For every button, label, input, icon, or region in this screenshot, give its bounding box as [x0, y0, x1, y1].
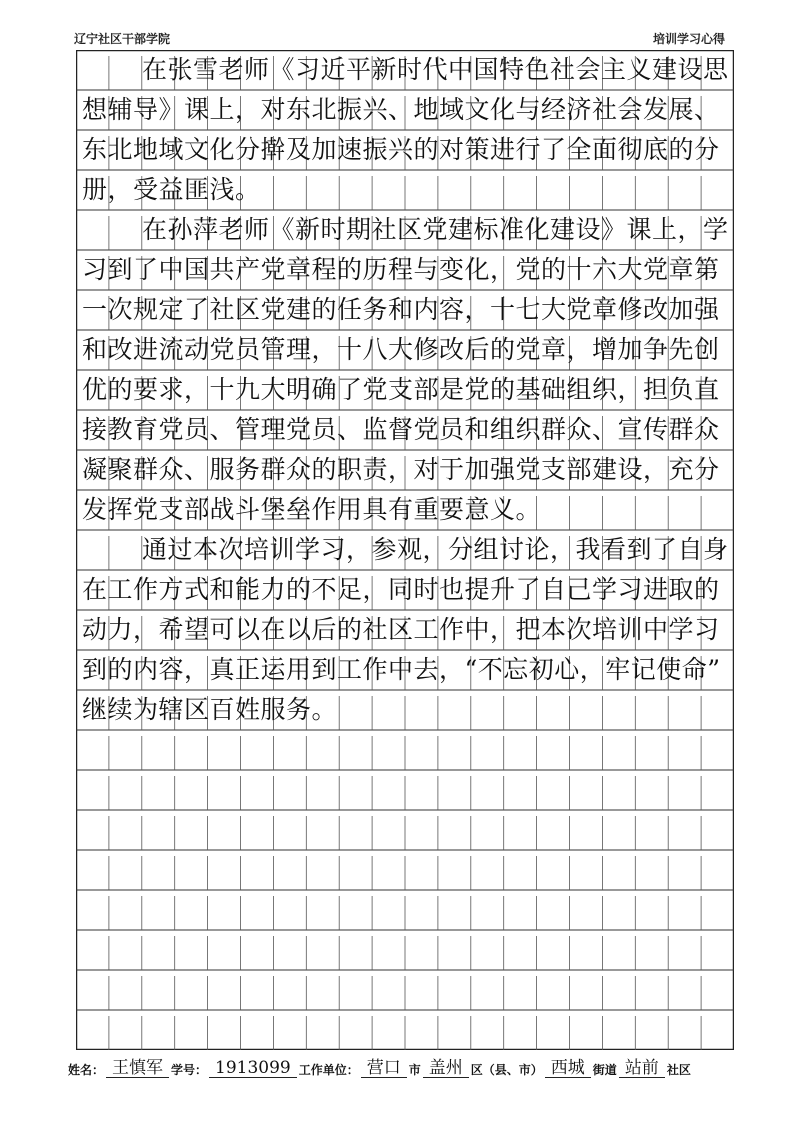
- text-line-content: 继续为辖区百姓服务。: [82, 695, 338, 724]
- text-line: [76, 930, 734, 970]
- text-line: [76, 650, 734, 690]
- text-line: [76, 210, 734, 250]
- text-line: [76, 610, 734, 650]
- text-line: [76, 250, 734, 290]
- text-line: [76, 730, 734, 770]
- text-line-content: 到的内容，真正运用到工作中去，“不忘初心，牢记使命”: [82, 655, 721, 684]
- text-line-content: 习到了中国共产党章程的历程与变化，党的十六大党章第: [82, 255, 720, 284]
- street-label: 街道: [592, 1063, 617, 1077]
- unit-label: 工作单位：: [298, 1063, 359, 1077]
- text-line: [76, 490, 734, 530]
- manuscript-grid: [76, 50, 734, 1050]
- name-label: 姓名：: [68, 1063, 105, 1077]
- text-line: [76, 850, 734, 890]
- text-line: [76, 130, 734, 170]
- text-line: [76, 570, 734, 610]
- text-line: [76, 450, 734, 490]
- text-line: [76, 810, 734, 850]
- id-value: 1913099: [209, 1059, 297, 1078]
- text-line: [76, 530, 734, 570]
- text-line: [76, 1010, 734, 1050]
- student-info-footer: [68, 1052, 748, 1078]
- text-line: [76, 90, 734, 130]
- text-line: [76, 370, 734, 410]
- name-value: 王慎军: [106, 1059, 169, 1078]
- page-type-title: 培训学习心得: [652, 32, 725, 46]
- district-label: 区（县、市）: [470, 1063, 543, 1077]
- text-line: [76, 170, 734, 210]
- community-value: 站前: [619, 1059, 665, 1078]
- text-line-content: 想辅导》课上，对东北振兴、地域文化与经济社会发展、: [82, 95, 720, 124]
- text-line-content: 优的要求，十九大明确了党支部是党的基础组织，担负直: [82, 375, 720, 404]
- text-line: [76, 410, 734, 450]
- text-line-content: 凝聚群众、服务群众的职责，对于加强党支部建设，充分: [82, 455, 720, 484]
- text-line: [76, 690, 734, 730]
- id-label: 学号：: [171, 1063, 208, 1077]
- text-line-content: 在工作方式和能力的不足，同时也提升了自己学习进取的: [82, 575, 720, 604]
- text-line-content: 东北地域文化分擀及加速振兴的对策进行了全面彻底的分: [82, 135, 720, 164]
- text-line-content: 发挥党支部战斗堡垒作用具有重要意义。: [82, 495, 542, 524]
- text-line-content: 接教育党员、管理党员、监督党员和组织群众、宣传群众: [82, 415, 720, 444]
- text-line-content: 动力，希望可以在以后的社区工作中，把本次培训中学习: [82, 615, 720, 644]
- text-line: [76, 890, 734, 930]
- text-line-content: 和改进流动党员管理，十八大修改后的党章，增加争先创: [82, 335, 720, 364]
- district-value: 盖州: [423, 1059, 469, 1078]
- city-value: 营口: [361, 1059, 407, 1078]
- text-line: [76, 770, 734, 810]
- text-line-content: 一次规定了社区党建的任务和内容，十七大党章修改加强: [82, 295, 720, 324]
- text-line-content: 册，受益匪浅。: [82, 175, 261, 204]
- text-line: [76, 290, 734, 330]
- text-line: [76, 970, 734, 1010]
- city-label: 市: [408, 1063, 421, 1077]
- text-line-content: 在孙萍老师《新时期社区党建标准化建设》课上，学: [142, 215, 729, 244]
- street-value: 西城: [545, 1059, 591, 1078]
- text-line: [76, 50, 734, 90]
- text-line: [76, 330, 734, 370]
- text-line-content: 在张雪老师《习近平新时代中国特色社会主义建设思: [142, 55, 729, 84]
- text-line-content: 通过本次培训学习，参观，分组讨论，我看到了自身: [142, 535, 729, 564]
- school-name: 辽宁社区干部学院: [74, 32, 171, 46]
- community-label: 社区: [666, 1063, 691, 1077]
